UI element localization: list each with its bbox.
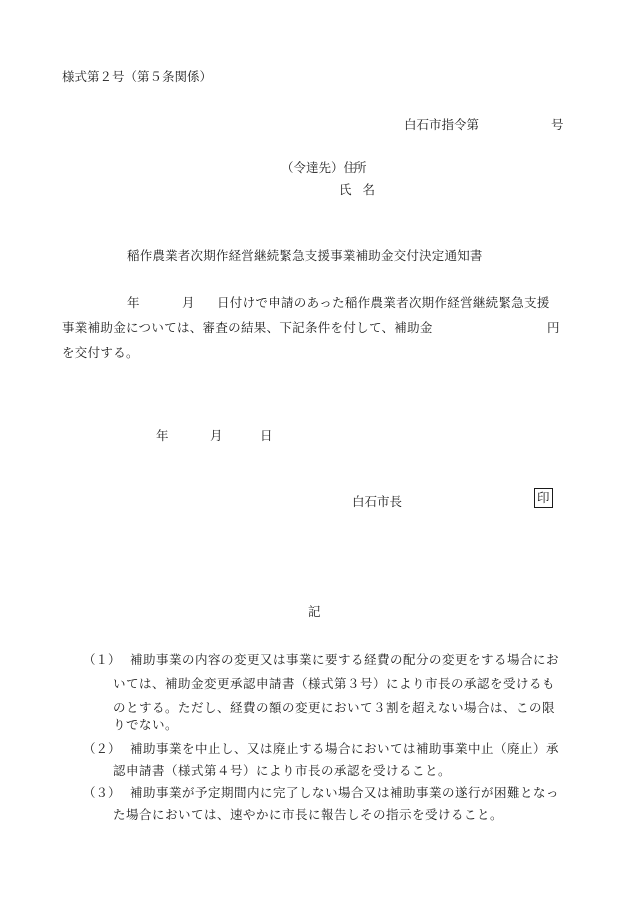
seal-box: 印 (534, 488, 553, 508)
recipient-heading: （令達先）住 (281, 160, 357, 175)
form-label: 様式第２号（第５条関係） (62, 69, 213, 84)
body-line-1 (127, 293, 550, 311)
body-line-2: 事業補助金については、審査の結果、下記条件を付して、補助金 (62, 320, 433, 335)
condition-3-line-2: た場合においては、速やかに市長に報告しその指示を受けること。 (113, 807, 504, 822)
body-line-3: を交付する。 (62, 345, 139, 360)
date-year: 年 (156, 428, 169, 443)
condition-1-line-4: りでない。 (113, 717, 179, 732)
condition-1-number: （１） (83, 652, 121, 667)
notice-number-suffix: 号 (551, 117, 564, 132)
document-title: 稲作農業者次期作経営継続緊急支援事業補助金交付決定通知書 (127, 248, 483, 263)
name-label-first: 氏 (339, 182, 363, 197)
condition-1-line-3: のとする。ただし、経費の額の変更において３割を超えない場合は、この限 (113, 700, 556, 715)
name-label-end: 名 (362, 182, 387, 197)
condition-1-line-1: 補助事業の内容の変更又は事業に要する経費の配分の変更をする場合にお (130, 652, 560, 667)
body-month-label: 月 (182, 295, 195, 310)
issuer-title: 白石市長 (352, 494, 403, 509)
condition-1-line-2: いては、補助金変更承認申請書（様式第３号）により市長の承認を受けるも (113, 676, 556, 691)
date-month: 月 (210, 428, 223, 443)
body-line-2-end: 円 (547, 320, 560, 335)
condition-2-number: （２） (83, 741, 121, 756)
address-label-end: 所 (354, 160, 378, 175)
condition-2-line-1: 補助事業を中止し、又は廃止する場合においては補助事業中止（廃止）承 (130, 741, 560, 756)
body-year-label: 年 (127, 295, 140, 310)
issue-date (156, 426, 273, 444)
body-line1-rest: 日付けで申請のあった稲作農業者次期作経営継続緊急支援 (217, 295, 550, 310)
notice-number-prefix: 白石市指令第 (404, 117, 480, 132)
date-day: 日 (260, 428, 273, 443)
condition-2-line-2: 認申請書（様式第４号）により市長の承認を受けること。 (113, 763, 452, 778)
ki-heading: 記 (308, 604, 321, 619)
condition-3-number: （３） (83, 785, 121, 800)
name-label (339, 180, 386, 198)
condition-3-line-1: 補助事業が予定期間内に完了しない場合又は補助事業の遂行が困難となっ (130, 785, 560, 800)
